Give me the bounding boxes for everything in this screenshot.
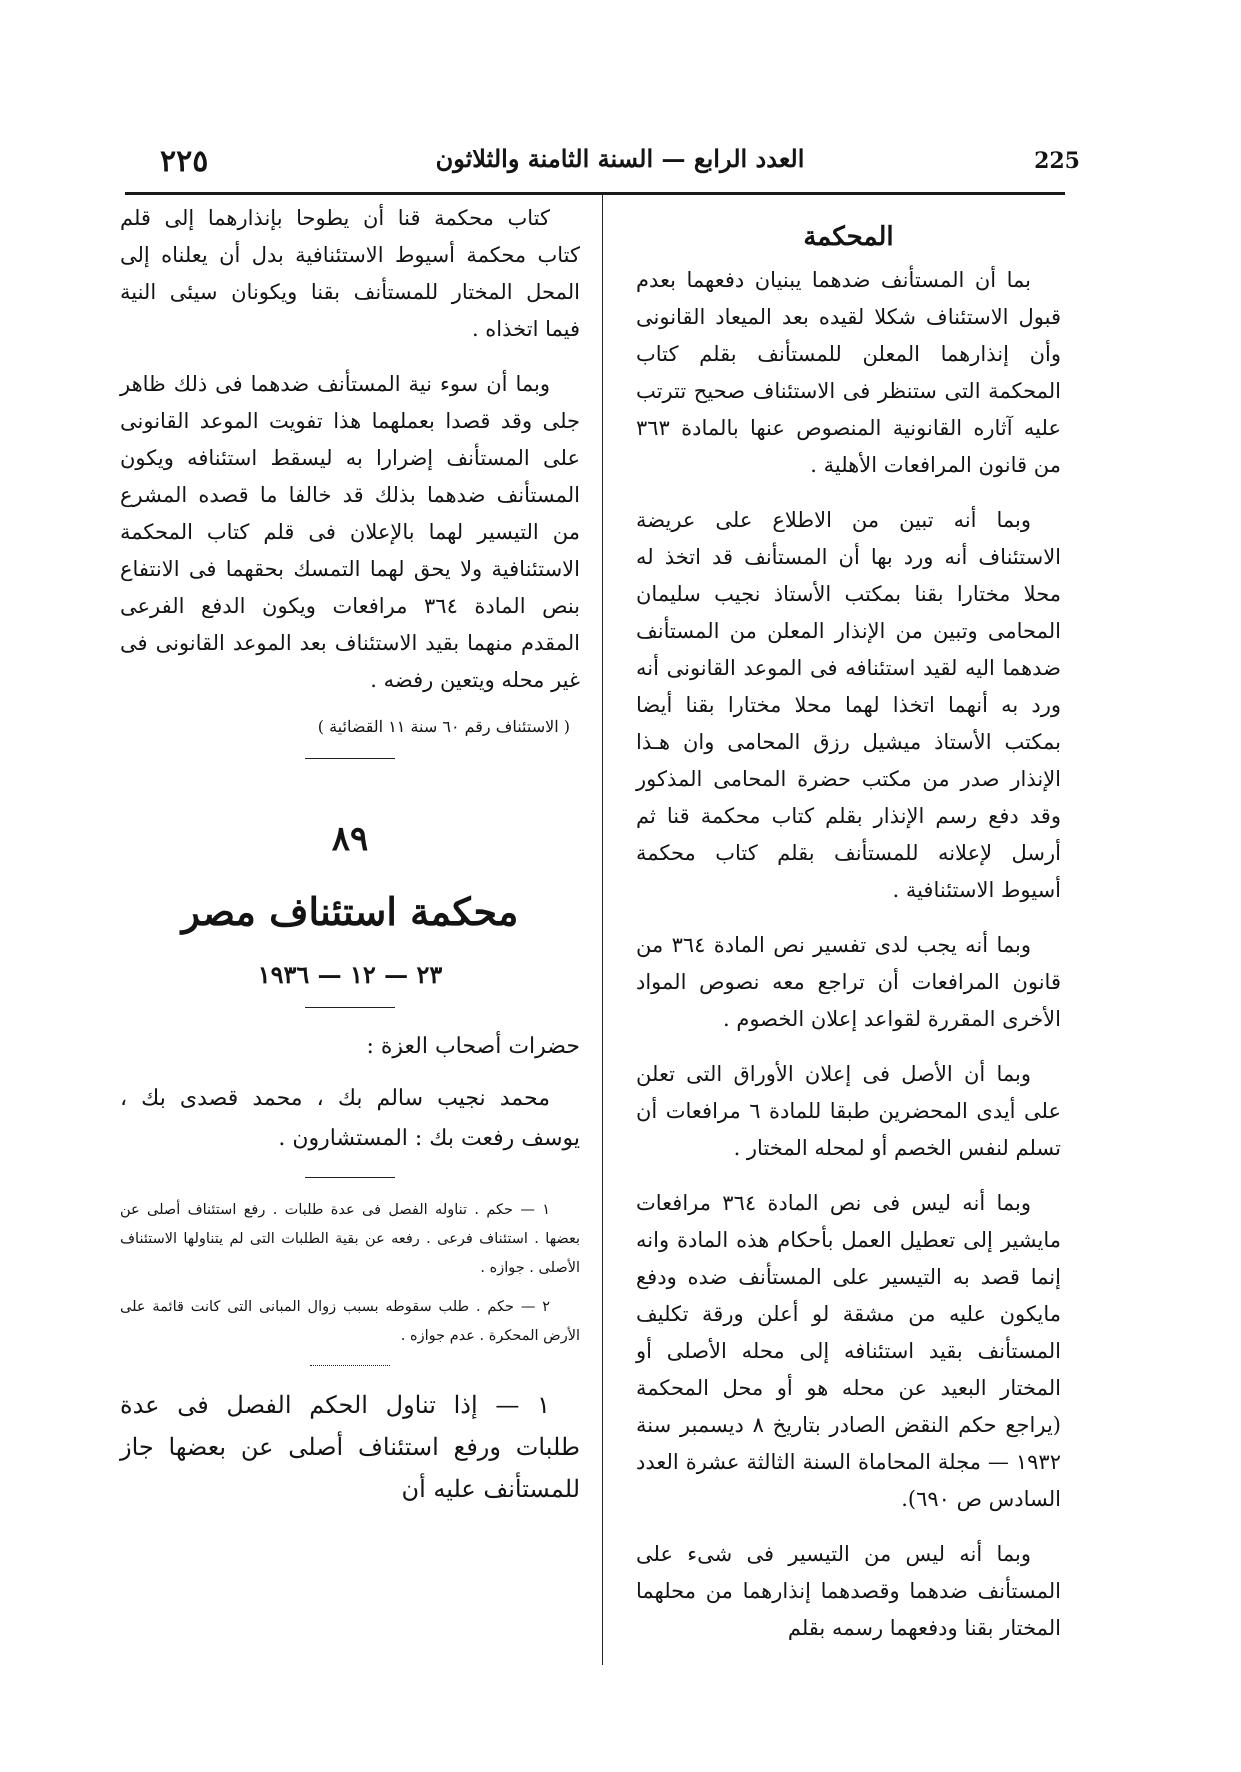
page-header [140, 140, 1100, 184]
case-number: ٨٩ [331, 819, 369, 859]
paragraph: وبما أنه تبين من الاطلاع على عريضة الاستئناف أنه ورد بها أن المستأنف قد اتخذ له محلا مختارا بقنا بمكتب الأستاذ نجيب سليمان المحامى وتبين من الإنذار المعلن من المستأنف ضدهما اليه لقيد استئنافه فى الموعد القانونى أنه ورد به أنهما اتخذا لهما محلا مختارا بقنا أيضا بمكتب الأستاذ ميشيل رزق المحامى وان هـذا الإنذار صدر من مكتب حضرة المحامى المذكور وقد دفع رسم الإنذار بقلم كتاب محكمة قنا ثم أرسل لإعلانه للمستأنف بقلم كتاب محكمة أسيوط الاستئنافية . [636, 508, 1061, 902]
page-number-latin: 225 [1034, 148, 1080, 174]
paragraph: وبما أنه يجب لدى تفسير نص المادة ٣٦٤ من قانون المرافعات أن تراجع معه نصوص المواد الأخرى المقررة لقواعد إعلان الخصوم . [636, 933, 1061, 1031]
judges-list: محمد نجيب سالم بك ، محمد قصدى بك ، يوسف رفعت بك : المستشارون . [120, 1086, 580, 1151]
judgment-date: ٢٣ — ١٢ — ١٩٣٦ [257, 960, 443, 989]
paragraph: وبما أنه ليس فى نص المادة ٣٦٤ مرافعات مايشير إلى تعطيل العمل بأحكام هذه المادة وانه إنما قصد به التيسير على المستأنف ضده ودفع مايكون عليه من مشقة لو أعلن ورقة تكليف المستأنف بقيد استئنافه إلى محله الأصلى أو المختار البعيد عن محله هو أو محل المحكمة (يراجع حكم النقض الصادر بتاريخ ٨ ديسمبر سنة ١٩٣٢ — مجلة المحاماة السنة الثالثة عشرة العدد السادس ص ٦٩٠). [636, 1191, 1061, 1511]
paragraph: وبما أن سوء نية المستأنف ضدهما فى ذلك ظاهر جلى وقد قصدا بعملهما هذا تفويت الموعد القانونى على المستأنف إضرارا به ليسقط استئنافه ويكون المستأنف ضدهما بذلك قد خالفا ما قصده المشرع من التيسير لهما بالإعلان فى قلم كتاب المحكمة الاستئنافية ولا يحق لهما التمسك بحقهما فى الانتفاع بنص المادة ٣٦٤ مرافعات ويكون الدفع الفرعى المقدم منهما بقيد الاستئناف بعد الموعد القانونى فى غير محله ويتعين رفضه . [120, 372, 580, 692]
separator-rule [305, 1177, 395, 1178]
right-column [636, 200, 1061, 1665]
headnote: ١ — حكم . تناوله الفصل فى عدة طلبات . رفع استئناف أصلى عن بعضها . استئناف فرعى . رفعه عن بقية الطلبات التى لم يتناولها الاستئناف الأصلى . جوازه . [120, 1202, 580, 1276]
headnote: ٢ — حكم . طلب سقوطه بسبب زوال المبانى التى كانت قائمة على الأرض المحكرة . عدم جوازه . [120, 1299, 580, 1344]
column-divider [602, 195, 603, 1665]
court-name: محكمة استئناف مصر [181, 889, 519, 934]
paragraph: وبما أن الأصل فى إعلان الأوراق التى تعلن على أيدى المحضرين طبقا للمادة ٦ مرافعات أن تسلم لنفس الخصم أو لمحله المختار . [636, 1062, 1061, 1160]
running-title: العدد الرابع — السنة الثامنة والثلاثون [435, 144, 805, 173]
paragraph: ١ — إذا تناول الحكم الفصل فى عدة طلبات ورفع استئناف أصلى عن بعضها جاز للمستأنف عليه أن [120, 1391, 580, 1503]
judges-heading: حضرات أصحاب العزة : [366, 1034, 580, 1059]
dotted-separator [310, 1365, 390, 1366]
header-rule [125, 192, 1065, 195]
section-heading: المحكمة [803, 222, 894, 252]
paragraph: كتاب محكمة قنا أن يطوحا بإنذارهما إلى قلم كتاب محكمة أسيوط الاستئنافية بدل أن يعلناه إلى المحل المختار للمستأنف بقنا ويكونان سيئى النية فيما اتخذاه . [120, 206, 580, 341]
separator-rule [305, 1007, 395, 1008]
page-number-arabic: ٢٢٥ [160, 144, 209, 179]
left-column [120, 200, 580, 1510]
appeal-citation: ( الاستئناف رقم ٦٠ سنة ١١ القضائية ) [317, 717, 570, 736]
separator-rule [305, 758, 395, 759]
paragraph: بما أن المستأنف ضدهما يبنيان دفعهما بعدم قبول الاستئناف شكلا لقيده بعد الميعاد القانونى وأن إنذارهما المعلن للمستأنف بقلم كتاب المحكمة التى ستنظر فى الاستئناف صحيح تترتب عليه آثاره القانونية المنصوص عنها بالمادة ٣٦٣ من قانون المرافعات الأهلية . [636, 268, 1061, 477]
paragraph: وبما أنه ليس من التيسير فى شىء على المستأنف ضدهما وقصدهما إنذارهما من محلهما المختار بقنا ودفعهما رسمه بقلم [636, 1542, 1061, 1640]
